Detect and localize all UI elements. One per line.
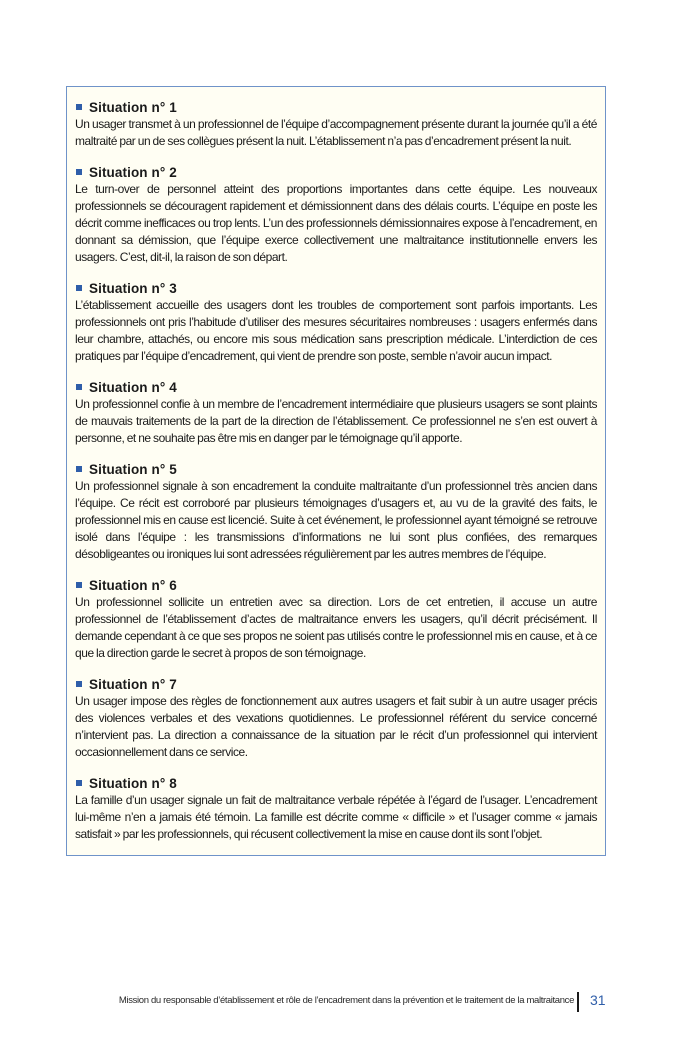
- situation-3: [75, 279, 597, 365]
- square-bullet-icon: [76, 104, 82, 110]
- situation-text: Le turn-over de personnel atteint des proportions importantes dans cette équipe. Les nouveaux professionnels se découragent rapidement et démissionnent dans des délais courts. L’équipe en poste les décrit comme inefficaces ou trop lents. L’un des professionnels démissionnaires expose à l’encadrement, en donnant sa démission, que l’équipe exerce collectivement une maltraitance institutionnelle envers les usagers. C’est, dit-il, la raison de son départ.: [75, 182, 597, 264]
- square-bullet-icon: [76, 384, 82, 390]
- situation-header: [75, 378, 597, 396]
- page-footer: [0, 990, 693, 1014]
- situation-title: Situation n° 3: [89, 280, 177, 296]
- situation-header: [75, 163, 597, 181]
- situation-4: [75, 378, 597, 447]
- situation-6: [75, 576, 597, 662]
- situation-7: [75, 675, 597, 761]
- square-bullet-icon: [76, 582, 82, 588]
- situation-title: Situation n° 7: [89, 676, 177, 692]
- situation-text: Un usager impose des règles de fonctionnement aux autres usagers et fait subir à un autre usager précis des violences verbales et des vexations quotidiennes. Le professionnel référent du service concerné n’intervient pas. La direction a connaissance de la situation par le récit d’un professionnel qui intervient occasionnellement dans ce service.: [75, 694, 597, 759]
- footer-title: Mission du responsable d’établissement et rôle de l’encadrement dans la prévention et le traitement de la maltraitance: [118, 995, 574, 1006]
- situation-title: Situation n° 6: [89, 577, 177, 593]
- square-bullet-icon: [76, 780, 82, 786]
- square-bullet-icon: [76, 169, 82, 175]
- situation-title: Situation n° 5: [89, 461, 177, 477]
- situation-8: [75, 774, 597, 843]
- square-bullet-icon: [76, 285, 82, 291]
- square-bullet-icon: [76, 681, 82, 687]
- situation-text: Un professionnel sollicite un entretien avec sa direction. Lors de cet entretien, il accuse un autre professionnel de l’établissement d’actes de maltraitance envers les usagers, qu’il décrit précisément. Il demande cependant à ce que ses propos ne soient pas utilisés contre le professionnel mis en cause, et à ce que la direction garde le secret à propos de son témoignage.: [75, 595, 597, 660]
- situation-title: Situation n° 4: [89, 379, 177, 395]
- page-number: 31: [590, 992, 606, 1008]
- situation-header: [75, 675, 597, 693]
- situation-text: L’établissement accueille des usagers dont les troubles de comportement sont parfois importants. Les professionnels ont pris l’habitude d’utiliser des mesures sécuritaires nombreuses : usagers enfermés dans leur chambre, attachés, ou encore mis sous médication sans prescription médicale. L’interdiction de ces pratiques par l’équipe d’encadrement, qui vient de prendre son poste, semble n’avoir aucun impact.: [75, 298, 597, 363]
- situation-text: Un professionnel signale à son encadrement la conduite maltraitante d’un professionnel très ancien dans l’équipe. Ce récit est corroboré par plusieurs témoignages d’usagers et, au vu de la gravité des faits, le professionnel mis en cause est licencié. Suite à cet événement, le professionnel ayant témoigné se retrouve isolé dans l’équipe : les transmissions d’informations ne lui sont plus confiées, des remarques désobligeantes ou ironiques lui sont adressées régulièrement par les autres membres de l’équipe.: [75, 479, 597, 561]
- situation-header: [75, 279, 597, 297]
- situation-title: Situation n° 8: [89, 775, 177, 791]
- situation-text: La famille d’un usager signale un fait de maltraitance verbale répétée à l’égard de l’usager. L’encadrement lui-même n’en a jamais été témoin. La famille est décrite comme « difficile » et l’usager comme « jamais satisfait » par les professionnels, qui récusent collectivement la mise en cause dont ils sont l’objet.: [75, 793, 597, 841]
- square-bullet-icon: [76, 466, 82, 472]
- situation-text: Un professionnel confie à un membre de l’encadrement intermédiaire que plusieurs usagers se sont plaints de mauvais traitements de la part de la direction de l’établissement. Ce professionnel ne s’en est ouvert à personne, et ne souhaite pas être mis en danger par le témoignage qu’il apporte.: [75, 397, 597, 445]
- situation-2: [75, 163, 597, 266]
- situation-header: [75, 98, 597, 116]
- situation-header: [75, 576, 597, 594]
- situation-5: [75, 460, 597, 563]
- situations-box: [66, 86, 606, 856]
- situation-1: [75, 98, 597, 150]
- situation-title: Situation n° 1: [89, 99, 177, 115]
- footer-divider: [577, 992, 579, 1012]
- situation-header: [75, 460, 597, 478]
- situation-text: Un usager transmet à un professionnel de l’équipe d’accompagnement présente durant la journée qu’il a été maltraité par un de ses collègues présent la nuit. L’établissement n’a pas d’encadrement présent la nuit.: [75, 117, 597, 148]
- situation-header: [75, 774, 597, 792]
- situation-title: Situation n° 2: [89, 164, 177, 180]
